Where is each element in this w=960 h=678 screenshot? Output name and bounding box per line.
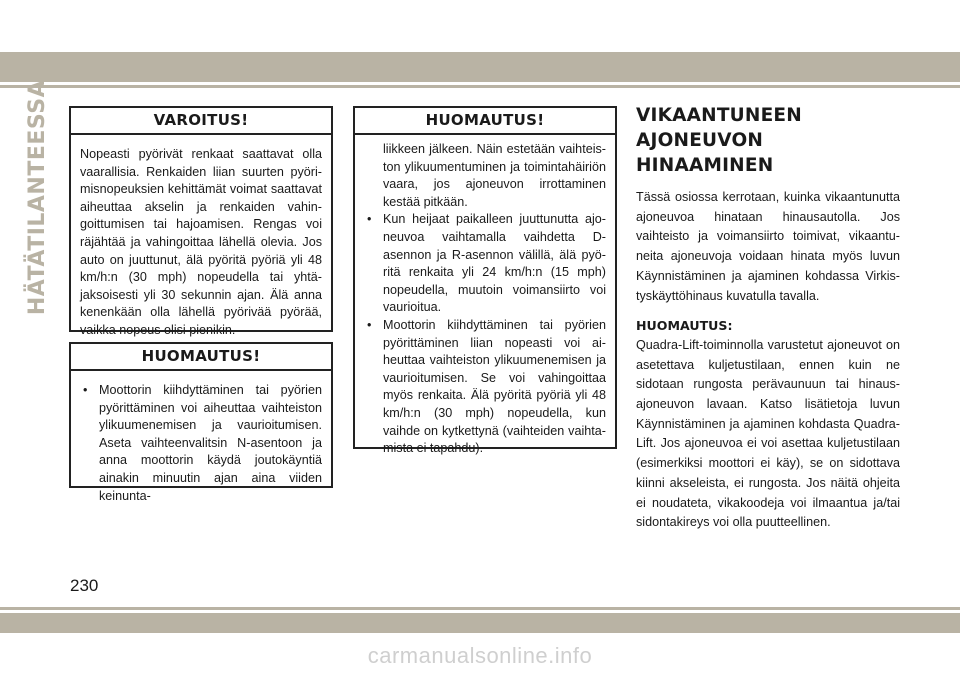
list-item: • Moottorin kiihdyttäminen tai pyörien pyörittäminen liian nopeasti voi aiheuttaa vaihteiston ylikuumenemisen ja vaurioitumisen. Se voi vahingoittaa myös renkaita. Älä pyöritä pyöriä yli 48 km/h:n (30 mph) nopeudella, kun vaihde on kytkettynä (vaihteiden vaihtamista ei tapahdu). <box>364 317 606 458</box>
note-box-left <box>69 342 333 503</box>
section-title-line-1: VIKAANTUNEEN <box>636 105 802 126</box>
warning-box-text: Nopeasti pyörivät renkaat saattavat olla vaarallisia. Renkaiden liian suurten pyörimisnopeuksien kehittämät voimat saattavat aiheuttaa akselin ja renkaiden vahingoittumisen tai hajoamisen. Rengas voi räjähtää ja vahingoittaa lähellä olevia. Jos auto on juuttunut, älä pyöritä pyöriä yli 48 km/h:n (30 mph) nopeudella tai yhtäjaksoisesti yli 30 sekunnin ajan. Älä anna kenenkään olla lähellä pyörivää pyörää, vaikka nopeus olisi pienikin. <box>80 147 322 337</box>
towing-section <box>636 103 900 533</box>
section-note-text: Quadra-Lift-toiminnolla varustetut ajoneuvot on asetettava kuljetustilaan, ennen kuin ne sidotaan rungosta perävaunuun tai hinausajoneuvon lavaan. Katso lisätietoja luvun Käynnistäminen ja ajaminen kohdasta Quadra-Lift. Jos ajoneuvoa ei voi asettaa kuljetustilaan (esimerkiksi moottori ei käy), se on sidottava kiinni akseleista, ei rungosta. Jos näitä ohjeita ei noudateta, vikakoodeja voi ilmaantua ja/tai sidontakireys voi olla puutteellinen. <box>636 337 900 530</box>
page-number: 230 <box>70 576 99 595</box>
chapter-side-label <box>22 79 54 315</box>
note-box-right-title: HUOMAUTUS! <box>355 108 615 135</box>
header-band <box>0 52 960 82</box>
warning-box <box>69 106 333 337</box>
note-box-left-title: HUOMAUTUS! <box>71 344 331 371</box>
list-item: • Kun heijaat paikalleen juuttunutta ajoneuvoa vaihtamalla vaihdetta D-asennon ja R-asennon välillä, älä pyöritä renkaita yli 24 km/h:n (15 mph) nopeudella, muutoin voimansiirto voi vaurioitua. <box>364 211 606 317</box>
header-rule <box>0 85 960 88</box>
note-box-left-list <box>80 382 322 505</box>
chapter-side-label-text: HÄTÄTILANTEESSA <box>25 79 51 315</box>
section-paragraph: Tässä osiossa kerrotaan, kuinka vikaantunutta ajoneuvoa hinataan hinausautolla. Jos vaihteisto ja voimansiirto toimivat, vikaantuneita ajoneuvoja voidaan hinata myös luvun Käynnistäminen ja ajaminen kohdassa Virkistyskäyttöhinaus kuvatulla tavalla. <box>636 190 900 303</box>
section-title <box>636 103 900 178</box>
note-box-right <box>353 106 617 456</box>
watermark: carmanualsonline.info <box>367 643 593 668</box>
footer-rule <box>0 607 960 610</box>
section-note-label: HUOMAUTUS: <box>636 318 733 334</box>
note-box-right-continuation: liikkeen jälkeen. Näin estetään vaihteiston ylikuumentuminen ja toimintahäiriön vaara, jos ajoneuvon irrottaminen kestää pitkään. <box>383 142 606 209</box>
list-item: • Moottorin kiihdyttäminen tai pyörien pyörittäminen voi aiheuttaa vaihteiston ylikuumenemisen ja vaurioitumisen. Aseta vaihteenvalitsin N-asentoon ja anna moottorin käydä joutokäyntiä ainakin minuutin ajan aina viiden keinunta- <box>80 382 322 505</box>
note-box-right-list <box>364 211 606 457</box>
section-title-line-2: AJONEUVON HINAAMINEN <box>636 130 774 176</box>
warning-box-title: VAROITUS! <box>71 108 331 135</box>
footer-band <box>0 613 960 633</box>
